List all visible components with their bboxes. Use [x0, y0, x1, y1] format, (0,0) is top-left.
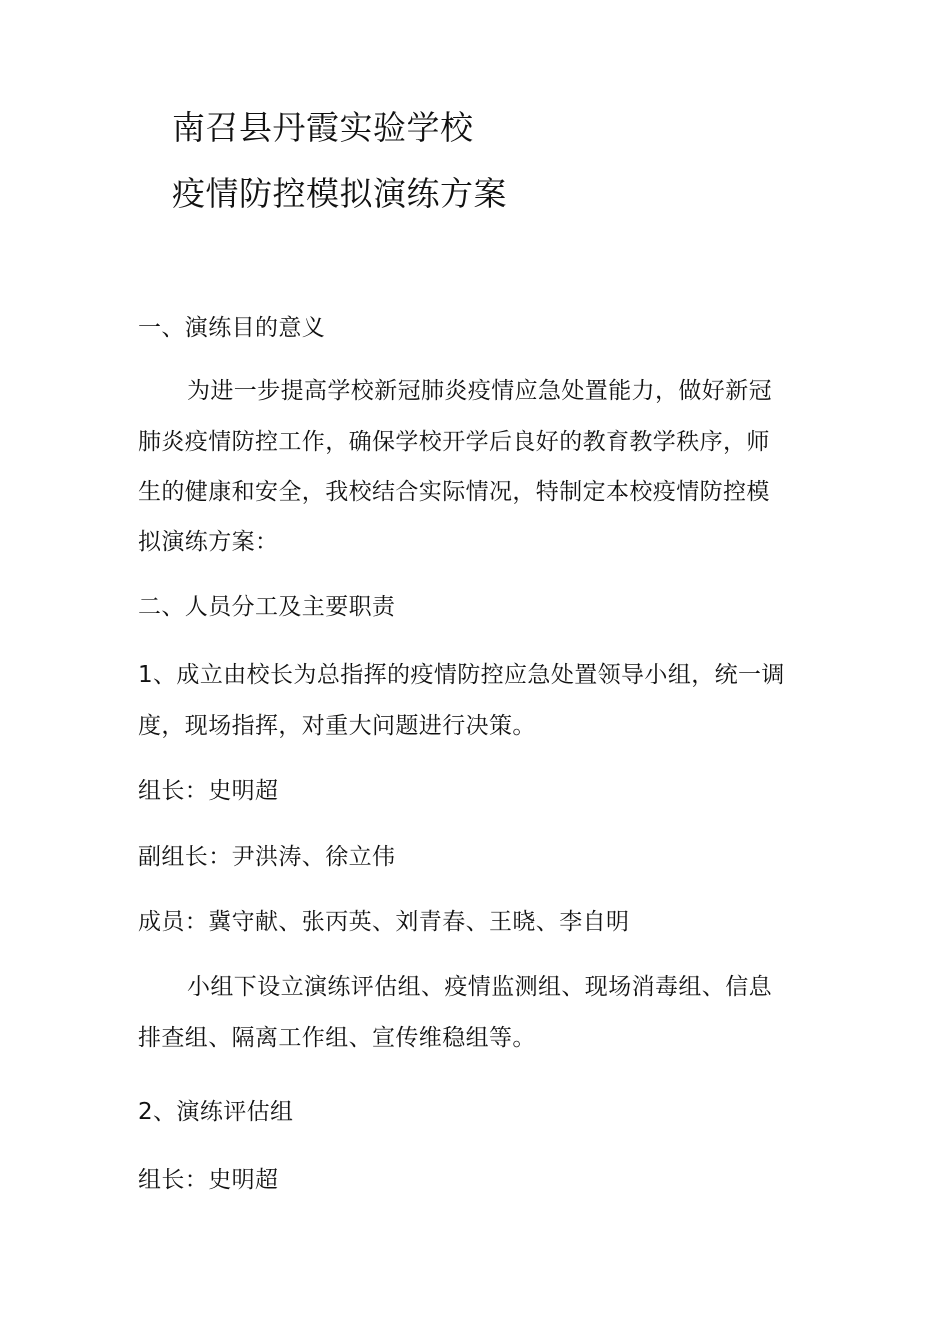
item-2-heading: 2、演练评估组: [138, 1099, 294, 1125]
section-2-heading: 二、人员分工及主要职责: [138, 594, 396, 620]
item-2-leader-line: 组长：史明超: [138, 1167, 279, 1193]
section-1-paragraph-line: 为进一步提高学校新冠肺炎疫情应急处置能力，做好新冠: [187, 378, 772, 404]
section-1-paragraph-line: 生的健康和安全，我校结合实际情况，特制定本校疫情防控模: [138, 479, 770, 505]
section-1-heading: 一、演练目的意义: [138, 315, 326, 341]
document-title-line-2: 疫情防控模拟演练方案: [172, 174, 507, 213]
section-1-paragraph-line: 肺炎疫情防控工作，确保学校开学后良好的教育教学秩序，师: [138, 429, 770, 455]
item-1-line: 1、成立由校长为总指挥的疫情防控应急处置领导小组，统一调: [138, 662, 785, 688]
subgroups-paragraph-line: 排查组、隔离工作组、宣传维稳组等。: [138, 1025, 536, 1051]
document-title-line-1: 南召县丹霞实验学校: [172, 108, 474, 147]
item-1-line: 度，现场指挥，对重大问题进行决策。: [138, 713, 536, 739]
section-1-paragraph-line: 拟演练方案：: [138, 529, 279, 555]
leader-line: 组长：史明超: [138, 778, 279, 804]
subgroups-paragraph-line: 小组下设立演练评估组、疫情监测组、现场消毒组、信息: [187, 974, 772, 1000]
deputy-leader-line: 副组长：尹洪涛、徐立伟: [138, 844, 396, 870]
members-line: 成员：冀守献、张丙英、刘青春、王晓、李自明: [138, 909, 630, 935]
